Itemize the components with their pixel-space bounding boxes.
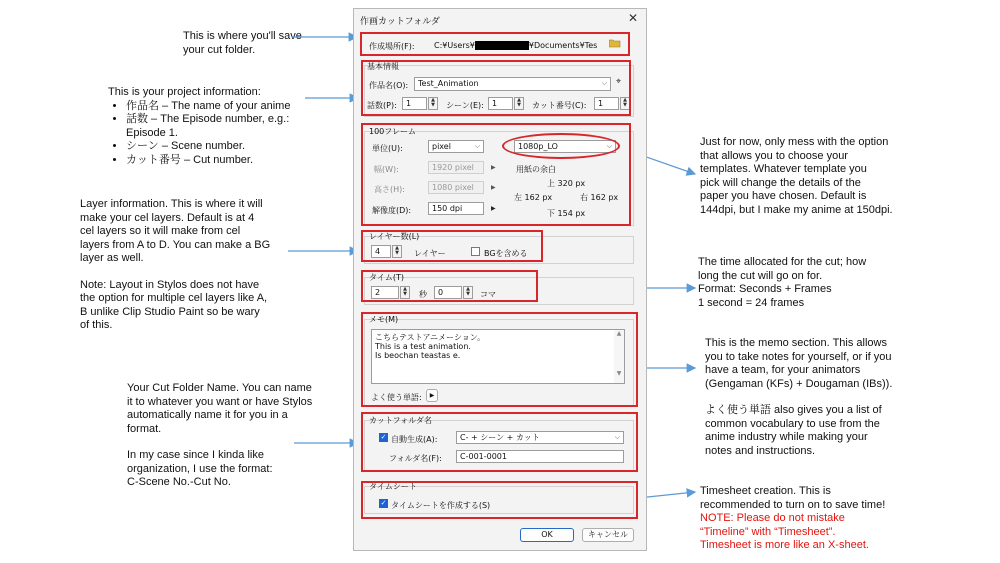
vocab-button[interactable]: ▶ bbox=[426, 389, 438, 402]
margin-title: 用紙の余白 bbox=[516, 165, 556, 174]
ok-button[interactable]: OK bbox=[520, 528, 574, 542]
annotation-project-info: This is your project information: • 作品名 – The name of your anime • 話数 – The Episode number, e.g.: Episode 1. • シーン – Scene number. • カット番号 – Cut number. bbox=[108, 86, 290, 167]
annotation-layer-info: Layer information. This is where it will make your cel layers. Default is at 4 cel layers so it will make from cel layers from A to D. You can make a BG layer as well. Note: Layout in Stylos does not have the option for multiple cel layers like A, B unlike Clip Studio Paint so be wary of this. bbox=[80, 198, 271, 331]
highlight-memo bbox=[361, 312, 638, 407]
annotation-save-location: This is where you'll save your cut folder. bbox=[183, 30, 302, 56]
width-input[interactable]: 1920 pixel bbox=[428, 161, 484, 174]
annotation-time: The time allocated for the cut; how long the cut will go on for. Format: Seconds + Frames 1 second = 24 frames bbox=[698, 256, 867, 309]
time-seconds-input[interactable]: 2 bbox=[371, 286, 399, 299]
episode-label: 話数(P): bbox=[367, 101, 397, 110]
folder-name-input[interactable]: C-001-0001 bbox=[456, 450, 624, 463]
layer-count-input[interactable]: 4 bbox=[371, 245, 391, 258]
scene-input[interactable]: 1 bbox=[488, 97, 513, 110]
dialog-title: 作画カットフォルダ bbox=[360, 17, 440, 27]
width-arrow-icon: ▶ bbox=[491, 164, 496, 171]
annotation-memo: This is the memo section. This allows you to take notes for yourself, or if you have a team, for your animators (Gengaman (KFs) + Dougaman (IBs)). よく使う単語 also gives you a list of common vocabulary to use from the anime industry while making your notes and instructions. bbox=[705, 337, 893, 457]
scene-stepper[interactable]: ▲ ▼ bbox=[514, 97, 524, 110]
unit-label: 単位(U): bbox=[372, 144, 403, 153]
scene-label: シーン(E): bbox=[446, 101, 484, 110]
margin-top: 上 320 px bbox=[547, 179, 586, 188]
auto-generate-label[interactable]: 自動生成(A): bbox=[391, 435, 438, 444]
time-frames-unit: コマ bbox=[480, 290, 496, 299]
highlight-time bbox=[361, 270, 538, 302]
margin-bottom: 下 154 px bbox=[547, 209, 586, 218]
lookup-icon[interactable]: ⌖ bbox=[616, 77, 622, 87]
cut-stepper[interactable]: ▲ ▼ bbox=[620, 97, 630, 110]
time-title: タイム(T) bbox=[369, 273, 404, 282]
height-input[interactable]: 1080 pixel bbox=[428, 181, 484, 194]
highlight-location bbox=[360, 32, 630, 56]
highlight-layers bbox=[361, 230, 543, 262]
chevron-down-icon: ⌵ bbox=[601, 79, 607, 87]
vocab-label: よく使う単語: bbox=[371, 393, 422, 402]
highlight-basic-info bbox=[361, 60, 631, 116]
close-icon[interactable]: ✕ bbox=[627, 11, 638, 25]
create-timesheet-checkbox[interactable]: ✓ bbox=[380, 499, 387, 507]
highlight-template-oval bbox=[502, 133, 620, 159]
annotation-folder-name: Your Cut Folder Name. You can name it to whatever you want or have Stylos automatically name it for you in a format. In my case since I kinda like organization, I use the format: C-Scene No.-Cut No. bbox=[127, 382, 313, 488]
work-name-label: 作品名(O): bbox=[369, 81, 409, 90]
chevron-down-icon: ⌵ bbox=[614, 433, 620, 441]
basic-info-title: 基本情報 bbox=[367, 62, 399, 71]
cut-label: カット番号(C): bbox=[532, 101, 587, 110]
work-name-select[interactable]: Test_Animation ⌵ bbox=[414, 77, 611, 91]
width-label: 幅(W): bbox=[374, 165, 399, 174]
highlight-timesheet bbox=[361, 481, 638, 519]
timesheet-title: タイムシート bbox=[369, 482, 417, 491]
resolution-label: 解像度(D): bbox=[372, 206, 412, 215]
highlight-folder-name bbox=[361, 412, 638, 472]
chevron-down-icon: ⌵ bbox=[474, 142, 480, 150]
template-select[interactable]: 1080p_LO ⌵ bbox=[514, 140, 616, 153]
cut-input[interactable]: 1 bbox=[594, 97, 619, 110]
annotation-timesheet: Timesheet creation. This is recommended to turn on to save time! NOTE: Please do not mistake “Timeline” with “Timesheet”. Timesheet is more like an X-sheet. bbox=[700, 485, 886, 551]
folder-name-title: カットフォルダ名 bbox=[369, 416, 432, 425]
chevron-down-icon: ⌵ bbox=[606, 142, 612, 150]
resolution-input[interactable]: 150 dpi bbox=[428, 202, 484, 215]
location-label: 作成場所(F): bbox=[369, 42, 415, 51]
cancel-button[interactable]: キャンセル bbox=[582, 528, 634, 542]
height-arrow-icon: ▶ bbox=[491, 184, 496, 191]
annotation-template: Just for now, only mess with the option that allows you to choose your templates. Whatever template you pick will change the details of the paper you have chosen. Default is 144dpi, but I make my anime at 150dpi. bbox=[700, 136, 893, 216]
resolution-arrow-icon[interactable]: ▶ bbox=[491, 205, 496, 212]
auto-generate-select[interactable]: C- + シーン + カット ⌵ bbox=[456, 431, 624, 444]
auto-generate-checkbox[interactable]: ✓ bbox=[380, 433, 387, 441]
time-seconds-unit: 秒 bbox=[419, 290, 427, 299]
margin-right: 右 162 px bbox=[580, 193, 619, 202]
layer-count-stepper[interactable]: ▲ ▼ bbox=[392, 245, 402, 258]
height-label: 高さ(H): bbox=[374, 185, 405, 194]
time-frames-input[interactable]: 0 bbox=[434, 286, 462, 299]
unit-select[interactable]: pixel ⌵ bbox=[428, 140, 484, 153]
episode-input[interactable]: 1 bbox=[402, 97, 427, 110]
folder-name-label: フォルダ名(F): bbox=[389, 454, 442, 463]
create-timesheet-label[interactable]: タイムシートを作成する(S) bbox=[391, 501, 491, 510]
layer-title: レイヤー数(L) bbox=[369, 232, 420, 241]
memo-textarea[interactable]: こちらテストアニメーション。 This is a test animation. Is beochan teastas e. ▲ ▼ bbox=[371, 329, 625, 384]
layer-unit: レイヤー bbox=[414, 249, 446, 258]
episode-stepper[interactable]: ▲ ▼ bbox=[428, 97, 438, 110]
include-bg-label[interactable]: BGを含める bbox=[484, 249, 528, 258]
frame-title: 100フレーム bbox=[369, 127, 416, 136]
memo-scrollbar[interactable]: ▲ ▼ bbox=[614, 330, 624, 383]
margin-left: 左 162 px bbox=[514, 193, 553, 202]
location-path[interactable]: C:¥Users¥ ¥Documents¥Tes bbox=[434, 41, 598, 50]
time-seconds-stepper[interactable]: ▲ ▼ bbox=[400, 286, 410, 299]
time-frames-stepper[interactable]: ▲ ▼ bbox=[463, 286, 473, 299]
memo-title: メモ(M) bbox=[369, 315, 399, 324]
